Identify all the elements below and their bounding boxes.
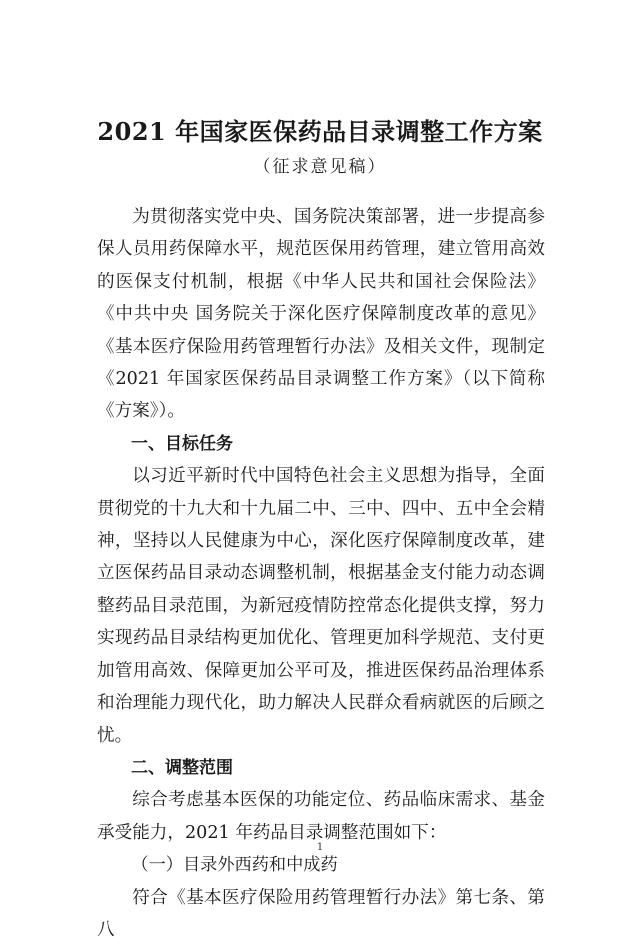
section-paragraph-goals: 以习近平新时代中国特色社会主义思想为指导，全面贯彻党的十九大和十九届二中、三中、四中、五中全会精神，坚持以人民健康为中心，深化医疗保障制度改革，建立医保药品目录动态调整机制，根据基金支付能力动态调整药品目录范围，为新冠疫情防控常态化提供支撑，努力实现药品目录结构更加优化、管理更加科学规范、支付更加管用高效、保障更加公平可及，推进医保药品治理体系和治理能力现代化，助力解决人民群众看病就医的后顾之忧。: [97, 466, 545, 746]
intro-paragraph: 为贯彻落实党中央、国务院决策部署，进一步提高参保人员用药保障水平，规范医保用药管理，建立管用高效的医保支付机制，根据《中华人民共和国社会保险法》《中共中央 国务院关于深化医疗保障制度改革的意见》《基本医疗保险用药管理暂行办法》及相关文件，现制定《2021 年国家医保药品目录调整工作方案》（以下简称《方案》）。: [97, 207, 545, 422]
section-heading-scope: 二、调整范围: [131, 757, 233, 778]
subsection-heading-western-medicine: （一）目录外西药和中成药: [131, 855, 338, 876]
section-paragraph-scope: 综合考虑基本医保的功能定位、药品临床需求、基金承受能力，2021 年药品目录调整范围如下：: [97, 790, 545, 843]
document-title: 2021 年国家医保药品目录调整工作方案: [97, 117, 543, 146]
document-body: [97, 201, 545, 946]
page-number: 1: [316, 842, 324, 853]
section-heading-goals: 一、目标任务: [131, 433, 233, 454]
document-subtitle: （征求意见稿）: [253, 157, 387, 177]
subsection-paragraph: 符合《基本医疗保险用药管理暂行办法》第七条、第八: [97, 887, 545, 940]
